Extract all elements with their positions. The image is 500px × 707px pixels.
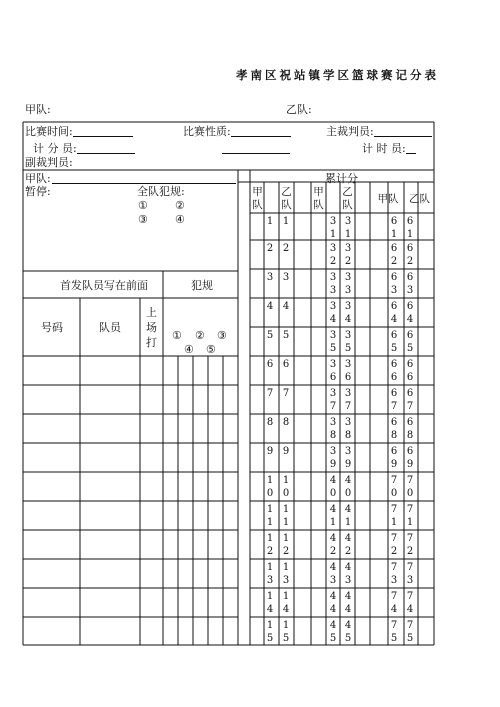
score-digit[interactable]: 3	[329, 388, 337, 399]
col-b-header-1: 乙	[281, 186, 292, 198]
score-digit[interactable]: 7	[406, 562, 414, 573]
col-played-header-1: 上	[146, 306, 157, 319]
score-digit[interactable]: 6	[406, 372, 414, 383]
score-digit[interactable]: 3	[390, 575, 398, 586]
score-digit[interactable]: 3	[282, 575, 290, 586]
score-digit[interactable]: 6	[390, 216, 398, 227]
col-a-header-1: 甲	[252, 186, 263, 198]
score-digit[interactable]: 3	[344, 575, 352, 586]
score-digit[interactable]: 6	[329, 372, 337, 383]
score-digit[interactable]: 1	[390, 229, 398, 240]
foul-3-icon: ③	[217, 329, 227, 342]
score-digit[interactable]: 3	[344, 243, 352, 254]
score-digit[interactable]: 3	[329, 446, 337, 457]
score-digit[interactable]: 3	[390, 285, 398, 296]
score-digit[interactable]: 1	[266, 591, 274, 602]
score-digit[interactable]: 8	[329, 430, 337, 441]
score-digit[interactable]: 4	[329, 620, 337, 631]
score-digit[interactable]: 1	[344, 517, 352, 528]
score-digit[interactable]: 8	[344, 430, 352, 441]
score-digit[interactable]: 1	[282, 620, 290, 631]
score-digit[interactable]: 0	[344, 488, 352, 499]
score-digit[interactable]: 1	[282, 475, 290, 486]
team-a-row-underline[interactable]	[52, 173, 236, 184]
score-digit[interactable]: 7	[266, 388, 274, 399]
col-played-header-3: 打	[146, 336, 157, 349]
score-digit[interactable]: 3	[329, 575, 337, 586]
score-digit[interactable]: 6	[406, 301, 414, 312]
score-digit[interactable]: 4	[344, 604, 352, 615]
score-digit[interactable]: 2	[266, 546, 274, 557]
score-digit[interactable]: 6	[390, 330, 398, 341]
score-digit[interactable]: 6	[390, 272, 398, 283]
score-digit[interactable]: 4	[329, 475, 337, 486]
score-digit[interactable]: 3	[344, 301, 352, 312]
score-digit[interactable]: 3	[344, 272, 352, 283]
score-digit[interactable]: 9	[266, 446, 274, 457]
score-digit[interactable]: 1	[329, 229, 337, 240]
score-digit[interactable]: 3	[406, 575, 414, 586]
score-digit[interactable]: 2	[406, 256, 414, 267]
score-digit[interactable]: 6	[406, 388, 414, 399]
assistant-referee-label: 副裁判员:	[25, 156, 73, 169]
score-digit[interactable]: 7	[282, 388, 290, 399]
col-b2-header: 乙队	[409, 193, 430, 205]
score-digit[interactable]: 2	[344, 256, 352, 267]
score-digit[interactable]: 3	[266, 272, 274, 283]
score-digit[interactable]: 7	[390, 620, 398, 631]
score-digit[interactable]: 5	[406, 343, 414, 354]
score-digit[interactable]: 3	[329, 330, 337, 341]
score-digit[interactable]: 7	[406, 504, 414, 515]
score-digit[interactable]: 0	[282, 488, 290, 499]
score-digit[interactable]: 5	[329, 633, 337, 644]
score-digit[interactable]: 4	[390, 314, 398, 325]
score-digit[interactable]: 4	[266, 604, 274, 615]
score-digit[interactable]: 1	[329, 517, 337, 528]
score-digit[interactable]: 1	[390, 517, 398, 528]
score-digit[interactable]: 6	[406, 272, 414, 283]
col-a-header-mid-1: 甲	[313, 186, 324, 198]
score-digit[interactable]: 3	[329, 301, 337, 312]
score-digit[interactable]: 7	[406, 401, 414, 412]
timer-label: 计 时 员:	[362, 142, 406, 155]
scorer-label: 计 分 员:	[33, 142, 77, 155]
score-digit[interactable]: 4	[344, 504, 352, 515]
score-digit[interactable]: 3	[329, 216, 337, 227]
score-digit[interactable]: 1	[266, 504, 274, 515]
foul-2-icon: ②	[195, 329, 205, 342]
score-digit[interactable]: 7	[390, 591, 398, 602]
score-digit[interactable]: 1	[282, 517, 290, 528]
score-digit[interactable]: 4	[344, 620, 352, 631]
score-digit[interactable]: 0	[390, 488, 398, 499]
score-digit[interactable]: 4	[282, 604, 290, 615]
score-digit[interactable]: 1	[282, 591, 290, 602]
score-digit[interactable]: 1	[282, 562, 290, 573]
score-digit[interactable]: 5	[282, 633, 290, 644]
score-digit[interactable]: 4	[390, 604, 398, 615]
score-digit[interactable]: 2	[390, 546, 398, 557]
score-digit[interactable]: 6	[390, 372, 398, 383]
timeout-label: 暂停:	[25, 185, 51, 198]
running-score-header: 累计分	[325, 172, 358, 185]
score-digit[interactable]: 2	[282, 243, 290, 254]
score-digit[interactable]: 7	[344, 401, 352, 412]
score-digit[interactable]: 8	[266, 417, 274, 428]
score-digit[interactable]: 7	[390, 504, 398, 515]
score-digit[interactable]: 6	[266, 359, 274, 370]
team-foul-4-icon[interactable]: ④	[175, 213, 185, 226]
team-foul-1-icon[interactable]: ①	[138, 199, 148, 212]
score-digit[interactable]: 3	[344, 285, 352, 296]
score-digit[interactable]: 6	[390, 359, 398, 370]
score-digit[interactable]: 5	[266, 633, 274, 644]
score-digit[interactable]: 4	[406, 604, 414, 615]
score-digit[interactable]: 4	[344, 533, 352, 544]
score-digit[interactable]: 3	[329, 417, 337, 428]
score-digit[interactable]: 6	[344, 372, 352, 383]
score-digit[interactable]: 5	[390, 633, 398, 644]
score-digit[interactable]: 1	[406, 517, 414, 528]
score-digit[interactable]: 6	[390, 243, 398, 254]
score-digit[interactable]: 4	[329, 504, 337, 515]
score-digit[interactable]: 6	[282, 359, 290, 370]
score-digit[interactable]: 7	[390, 533, 398, 544]
score-digit[interactable]: 2	[282, 546, 290, 557]
score-digit[interactable]: 2	[390, 256, 398, 267]
starters-note: 首发队员写在前面	[60, 279, 148, 292]
score-digit[interactable]: 4	[344, 562, 352, 573]
match-time-label: 比赛时间:	[25, 125, 73, 138]
fouls-header: 犯规	[191, 279, 213, 292]
score-digit[interactable]: 7	[406, 533, 414, 544]
score-digit[interactable]: 9	[390, 459, 398, 470]
col-number-header: 号码	[41, 321, 63, 334]
score-digit[interactable]: 4	[344, 475, 352, 486]
score-digit[interactable]: 1	[266, 533, 274, 544]
col-a2-header: 甲队	[377, 193, 399, 205]
score-digit[interactable]: 3	[406, 285, 414, 296]
score-digit[interactable]: 4	[282, 301, 290, 312]
score-digit[interactable]: 3	[344, 417, 352, 428]
score-digit[interactable]: 4	[344, 314, 352, 325]
foul-5-icon: ⑤	[206, 343, 216, 356]
score-digit[interactable]: 0	[406, 488, 414, 499]
score-digit[interactable]: 6	[390, 388, 398, 399]
score-digit[interactable]: 5	[344, 343, 352, 354]
score-digit[interactable]: 2	[406, 546, 414, 557]
score-digit[interactable]: 6	[406, 446, 414, 457]
score-digit[interactable]: 1	[282, 216, 290, 227]
col-b-header-mid-1: 乙	[342, 186, 353, 198]
score-digit[interactable]: 6	[406, 216, 414, 227]
col-a-header-2: 队	[252, 199, 263, 211]
score-digit[interactable]: 3	[344, 388, 352, 399]
score-digit[interactable]: 1	[406, 229, 414, 240]
team-foul-2-icon[interactable]: ②	[175, 199, 185, 212]
score-digit[interactable]: 1	[266, 475, 274, 486]
score-digit[interactable]: 3	[329, 243, 337, 254]
score-digit[interactable]: 3	[329, 285, 337, 296]
score-digit[interactable]: 6	[390, 301, 398, 312]
score-digit[interactable]: 5	[406, 633, 414, 644]
score-digit[interactable]: 6	[390, 446, 398, 457]
page-title: 孝南区祝站镇学区篮球赛记分表	[236, 68, 439, 82]
score-digit[interactable]: 8	[282, 417, 290, 428]
score-digit[interactable]: 3	[282, 272, 290, 283]
score-digit[interactable]: 5	[344, 633, 352, 644]
score-digit[interactable]: 5	[282, 330, 290, 341]
score-digit[interactable]: 4	[406, 314, 414, 325]
score-digit[interactable]: 9	[329, 459, 337, 470]
score-digit[interactable]: 9	[282, 446, 290, 457]
score-digit[interactable]: 1	[282, 504, 290, 515]
score-digit[interactable]: 6	[406, 417, 414, 428]
score-digit[interactable]: 7	[406, 591, 414, 602]
score-digit[interactable]: 1	[266, 620, 274, 631]
match-type-label: 比赛性质:	[183, 125, 231, 138]
score-digit[interactable]: 2	[344, 546, 352, 557]
score-digit[interactable]: 7	[329, 401, 337, 412]
score-digit[interactable]: 9	[344, 459, 352, 470]
score-digit[interactable]: 0	[266, 488, 274, 499]
score-digit[interactable]: 6	[406, 243, 414, 254]
chief-referee-label: 主裁判员:	[326, 125, 374, 138]
score-digit[interactable]: 7	[406, 475, 414, 486]
team-a-row-label: 甲队:	[25, 172, 51, 185]
score-digit[interactable]: 2	[329, 546, 337, 557]
score-digit[interactable]: 4	[344, 591, 352, 602]
score-digit[interactable]: 5	[390, 343, 398, 354]
col-played-header-2: 场	[146, 321, 157, 334]
col-player-header: 队员	[99, 321, 121, 334]
score-digit[interactable]: 7	[390, 401, 398, 412]
score-digit[interactable]: 0	[329, 488, 337, 499]
score-digit[interactable]: 6	[406, 330, 414, 341]
col-a-header-mid-2: 队	[313, 199, 324, 211]
score-digit[interactable]: 3	[344, 359, 352, 370]
score-digit[interactable]: 1	[266, 517, 274, 528]
score-digit[interactable]: 3	[329, 272, 337, 283]
score-digit[interactable]: 4	[329, 604, 337, 615]
score-digit[interactable]: 5	[329, 343, 337, 354]
score-digit[interactable]: 7	[406, 620, 414, 631]
score-digit[interactable]: 3	[266, 575, 274, 586]
score-digit[interactable]: 1	[282, 533, 290, 544]
score-digit[interactable]: 1	[344, 229, 352, 240]
score-digit[interactable]: 4	[329, 314, 337, 325]
score-digit[interactable]: 1	[266, 216, 274, 227]
team-b-label: 乙队:	[286, 103, 312, 116]
score-digit[interactable]: 5	[266, 330, 274, 341]
score-digit[interactable]: 6	[406, 359, 414, 370]
col-b-header-2: 队	[281, 199, 292, 211]
score-digit[interactable]: 8	[390, 430, 398, 441]
score-digit[interactable]: 4	[329, 562, 337, 573]
score-digit[interactable]: 7	[390, 562, 398, 573]
score-digit[interactable]: 6	[390, 417, 398, 428]
score-digit[interactable]: 4	[266, 301, 274, 312]
score-digit[interactable]: 2	[266, 243, 274, 254]
score-digit[interactable]: 7	[390, 475, 398, 486]
score-digit[interactable]: 1	[266, 562, 274, 573]
score-digit[interactable]: 2	[329, 256, 337, 267]
foul-4-icon: ④	[184, 343, 194, 356]
score-digit[interactable]: 3	[344, 216, 352, 227]
score-digit[interactable]: 3	[344, 446, 352, 457]
score-digit[interactable]: 8	[406, 430, 414, 441]
foul-1-icon: ①	[172, 329, 182, 342]
score-digit[interactable]: 3	[329, 359, 337, 370]
score-digit[interactable]: 4	[329, 533, 337, 544]
team-foul-3-icon[interactable]: ③	[138, 213, 148, 226]
team-fouls-label: 全队犯规:	[137, 185, 185, 198]
team-a-label: 甲队:	[25, 103, 51, 116]
score-digit[interactable]: 9	[406, 459, 414, 470]
col-b-header-mid-2: 队	[342, 199, 353, 211]
score-digit[interactable]: 4	[329, 591, 337, 602]
score-digit[interactable]: 3	[344, 330, 352, 341]
